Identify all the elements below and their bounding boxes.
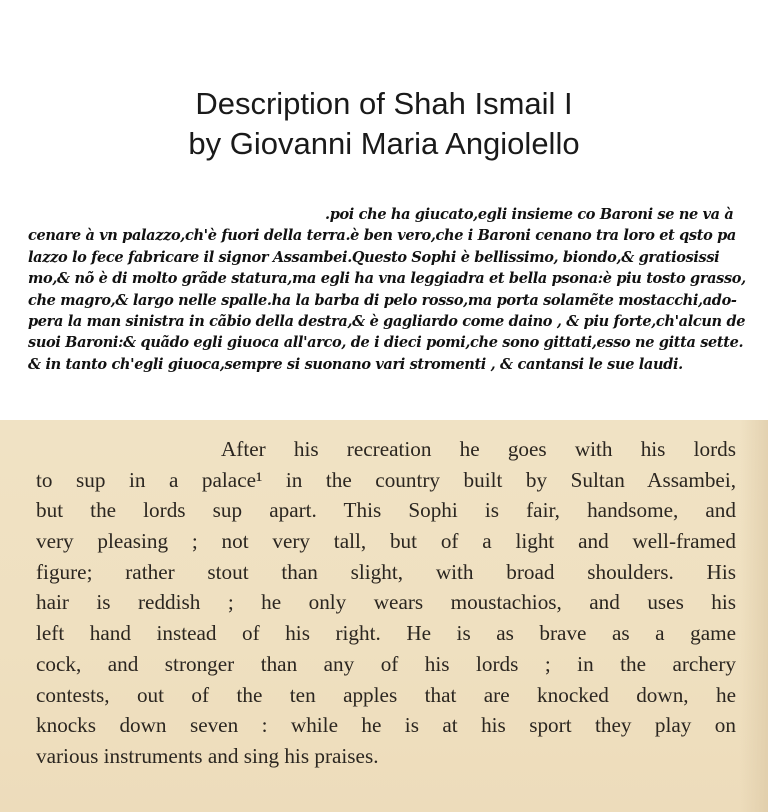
title-line-2: by Giovanni Maria Angiolello [188,126,580,161]
italian-line: & in tanto ch'egli giuoca,sempre si suonano vari stromenti , & cantansi le sue laudi. [28,355,683,373]
english-line: but the lords sup apart. This Sophi is fair, handsome, and [36,498,736,523]
english-line: knocks down seven : while he is at his sport they play on [36,713,736,738]
english-line: to sup in a palace¹ in the country built by Sultan Assambei, [36,467,736,492]
italian-line: mo,& nõ è di molto grãde statura,ma egli ha vna leggiadra et bella psona:è piu tosto grasso, [28,270,746,288]
english-line: contests, out of the ten apples that are knocked down, he [36,682,736,707]
english-line: After his recreation he goes with his lords [221,437,736,461]
italian-original-text [28,204,748,375]
english-translation-text [36,434,736,772]
english-line: left hand instead of his right. He is as brave as a game [36,621,736,646]
title-line-1: Description of Shah Ismail I [195,86,573,121]
italian-line: cenare à vn palazzo,ch'è fuori della terra.è ben vero,che i Baroni cenano tra loro et qsto pa [28,227,736,245]
page-title [0,84,768,164]
italian-line: suoi Baroni:& quãdo egli giuoca all'arco, de i dieci pomi,che sono gittati,esso ne gitta sette. [28,334,744,352]
english-line: figure; rather stout than slight, with broad shoulders. His [36,559,736,584]
english-line: various instruments and sing his praises. [36,743,379,768]
english-line: hair is reddish ; he only wears moustachios, and uses his [36,590,736,615]
english-line: cock, and stronger than any of his lords ; in the archery [36,651,736,676]
english-translation-scan [0,420,768,812]
italian-line: lazzo lo fece fabricare il signor Assambei.Questo Sophi è bellissimo, biondo,& gratiosissi [28,248,720,266]
italian-line: pera la man sinistra in cãbio della destra,& è gagliardo come daino , & piu forte,ch'alcun de [28,312,746,330]
english-line: very pleasing ; not very tall, but of a light and well-framed [36,529,736,554]
italian-line: che magro,& largo nelle spalle.ha la barba di pelo rosso,ma porta solamẽte mostacchi,ado- [28,291,737,309]
italian-line: .poi che ha giucato,egli insieme co Baroni se ne va à [325,206,734,223]
